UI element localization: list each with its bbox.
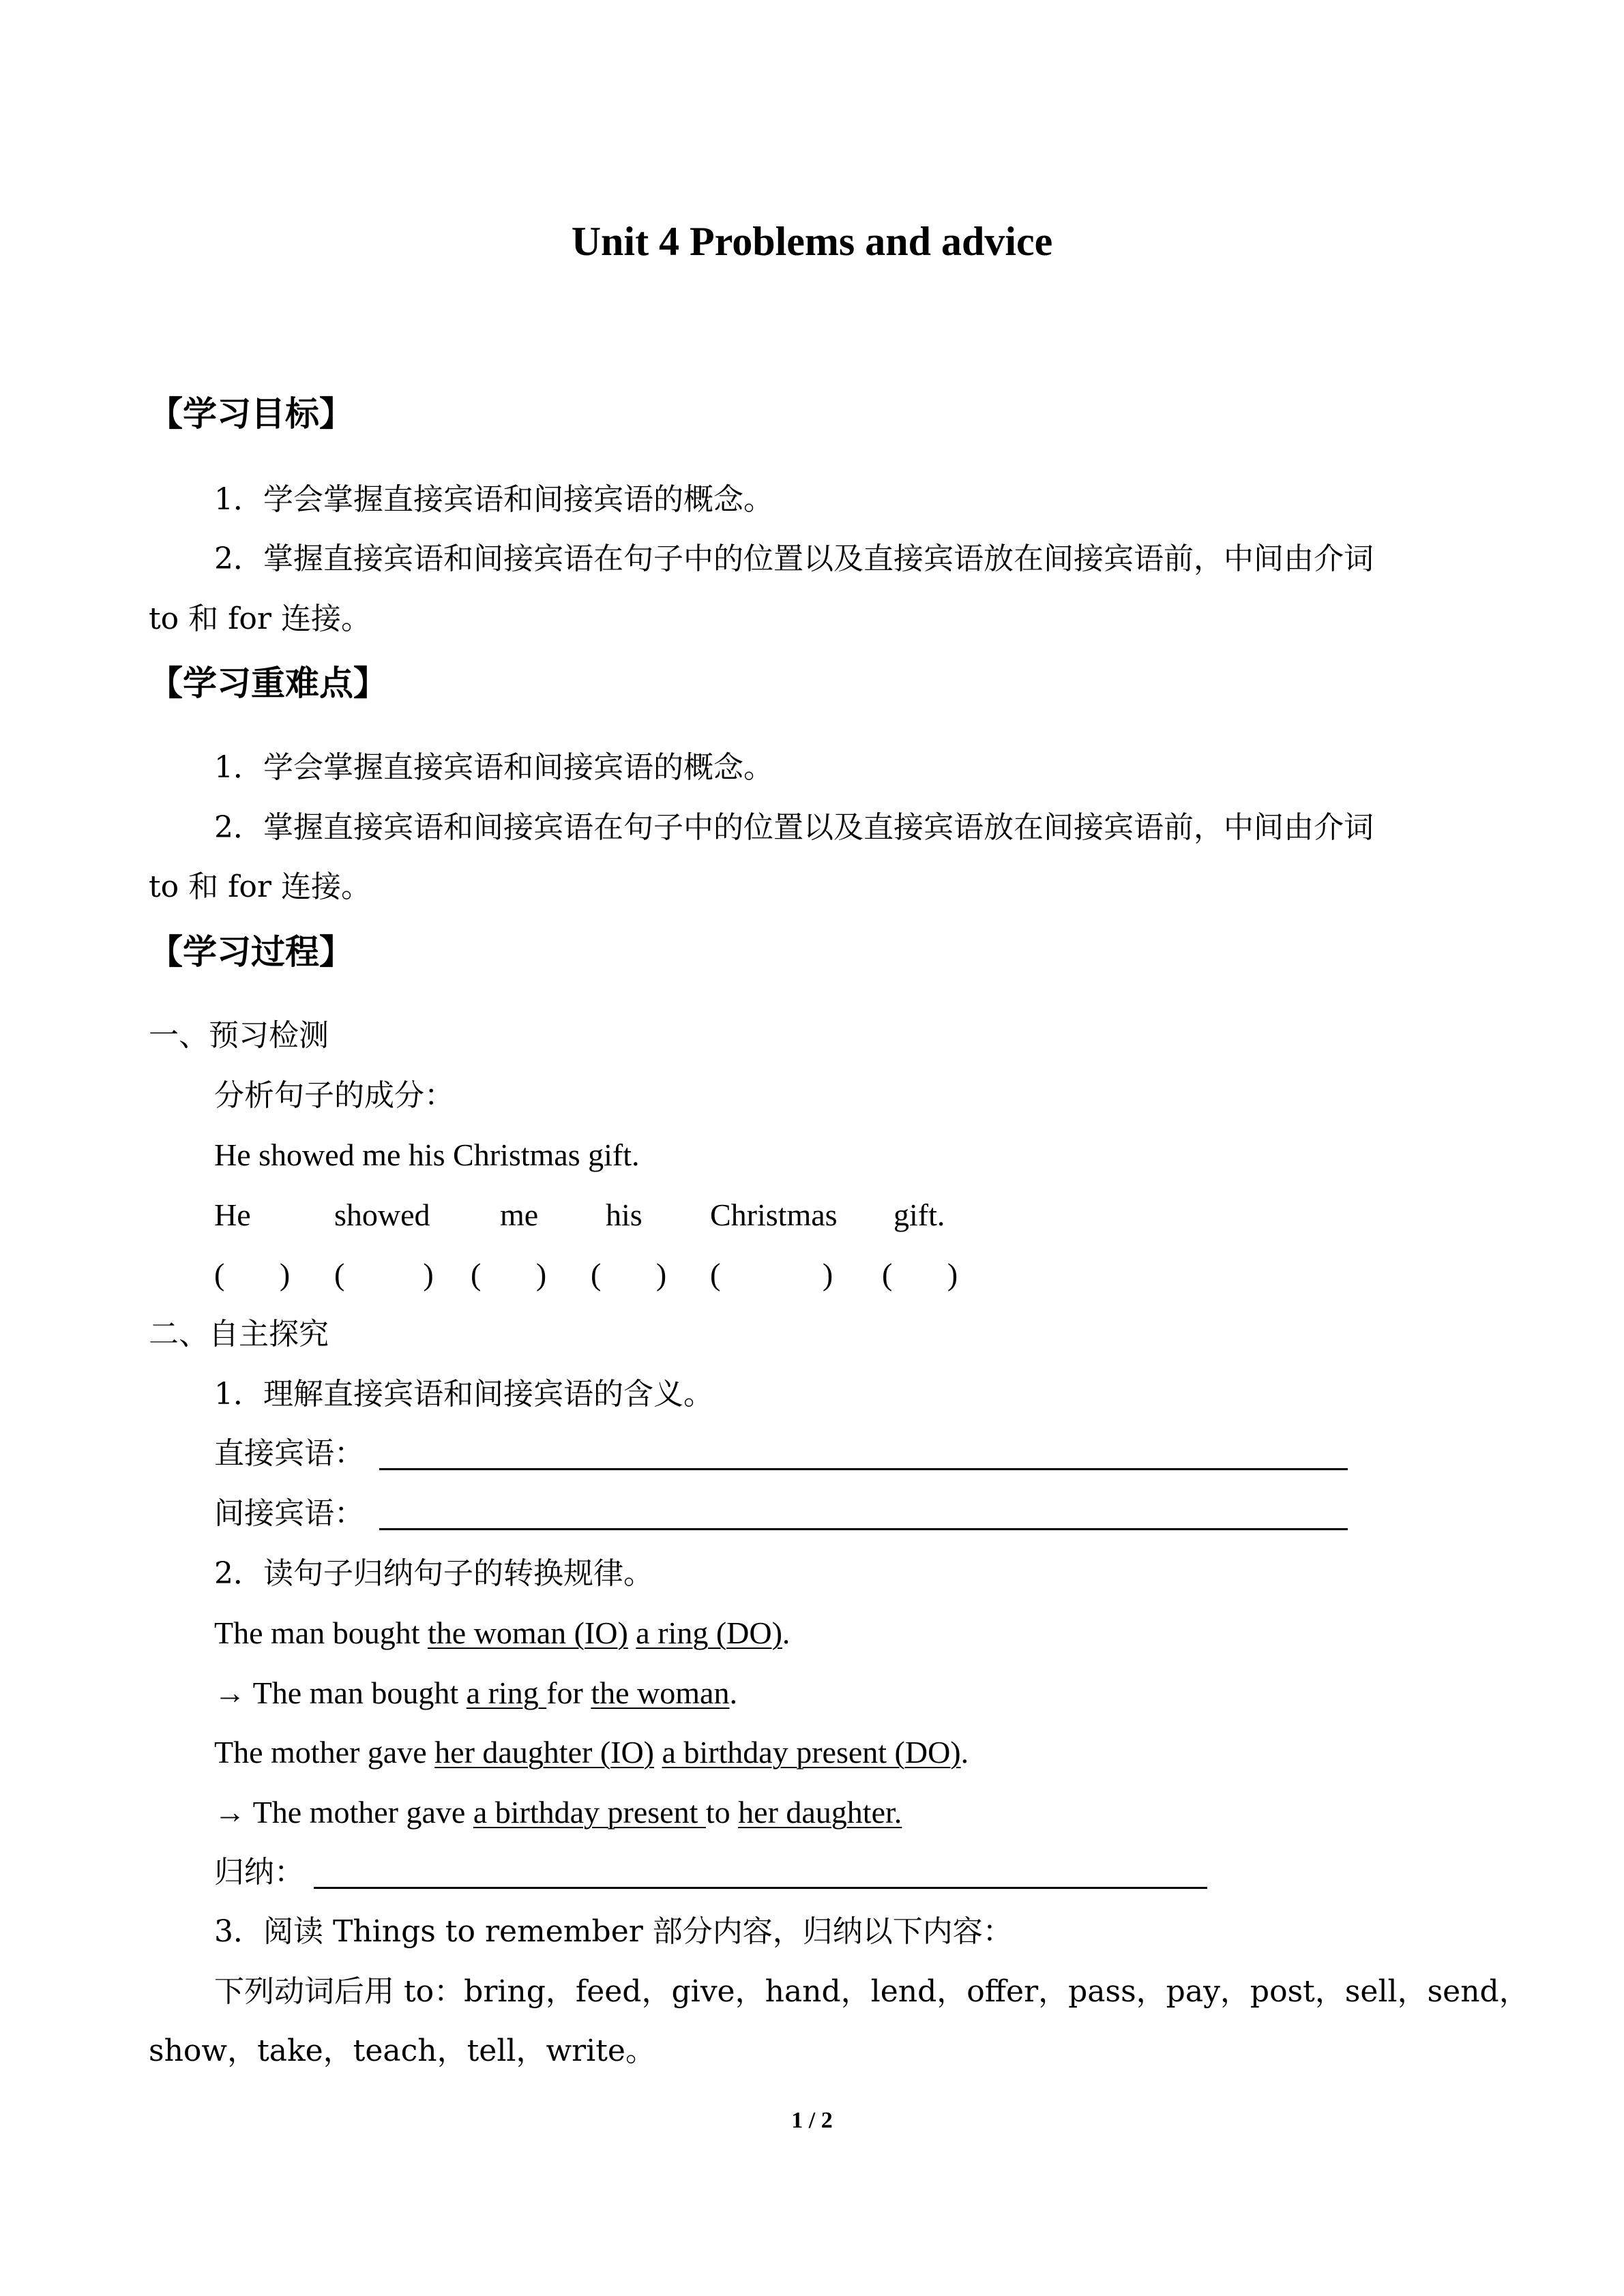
example-1-conv-target: the woman (591, 1675, 730, 1710)
direct-object-answer-line[interactable] (379, 1468, 1348, 1470)
page-title: Unit 4 Problems and advice (571, 219, 1053, 264)
example-1-conv-object: a ring (466, 1675, 547, 1710)
goals-item-2-line2: to 和 for 连接。 (149, 601, 371, 636)
example-1-conv-prep: for (546, 1675, 591, 1710)
word-he: He (214, 1197, 251, 1232)
example-2-do: a birthday present (DO) (662, 1735, 961, 1770)
example-2-prefix: The mother gave (214, 1735, 435, 1770)
word-christmas: Christmas (710, 1197, 838, 1232)
page-number: 1 / 2 (791, 2108, 833, 2133)
example-1-conv-end: . (729, 1675, 737, 1710)
verbs-line-2: show，take，teach，tell，write。 (149, 2033, 655, 2068)
part1-instruction: 分析句子的成分： (214, 1078, 454, 1113)
example-1-conversion (214, 1674, 737, 1712)
example-1-do: a ring (DO) (636, 1615, 782, 1650)
indirect-object-answer-line[interactable] (379, 1528, 1348, 1530)
part2-title: 二、自主探究 (149, 1317, 329, 1352)
indirect-object-label: 间接宾语： (214, 1496, 364, 1531)
key-points-item-2-line2: to 和 for 连接。 (149, 869, 371, 904)
blank-bracket[interactable]: ( ) (591, 1257, 667, 1292)
blank-bracket[interactable]: ( ) (882, 1257, 958, 1292)
example-1-prefix: The man bought (214, 1615, 428, 1650)
example-1-end: . (782, 1615, 791, 1650)
example-1-io: the woman (IO) (428, 1615, 628, 1650)
example-2-conv-prep: to (705, 1795, 739, 1830)
example-2-io: her daughter (IO) (434, 1735, 654, 1770)
example-1-conv-arrow: → The man bought (214, 1675, 467, 1710)
blank-bracket[interactable]: ( ) (471, 1257, 547, 1292)
example-2-end: . (960, 1735, 969, 1770)
part2-q2: 2．读句子归纳句子的转换规律。 (214, 1556, 653, 1591)
word-showed: showed (334, 1197, 430, 1232)
example-2-conv-target: her daughter. (738, 1795, 902, 1830)
part2-q1: 1．理解直接宾语和间接宾语的含义。 (214, 1377, 713, 1412)
blank-bracket[interactable]: ( ) (334, 1257, 434, 1292)
example-2-conversion (214, 1793, 902, 1832)
word-me: me (500, 1197, 539, 1232)
blank-bracket[interactable]: ( ) (710, 1257, 833, 1292)
part2-q3: 3．阅读 Things to remember 部分内容，归纳以下内容： (214, 1914, 1013, 1949)
direct-object-label: 直接宾语： (214, 1436, 364, 1471)
section-heading-process: 【学习过程】 (149, 932, 353, 972)
section-heading-key-points: 【学习重难点】 (149, 664, 387, 703)
goals-item-1: 1．学会掌握直接宾语和间接宾语的概念。 (214, 482, 773, 517)
verbs-line-1: 下列动词后用 to：bring，feed，give，hand，lend，offer，pass，pay，post，sell，send， (214, 1974, 1529, 2009)
section-heading-goals: 【学习目标】 (149, 394, 353, 434)
word-gift: gift. (894, 1197, 945, 1232)
example-2 (214, 1733, 969, 1772)
example-1 (214, 1614, 790, 1652)
key-points-item-2-line1: 2．掌握直接宾语和间接宾语在句子中的位置以及直接宾语放在间接宾语前，中间由介词 (214, 810, 1374, 845)
blank-bracket[interactable]: ( ) (214, 1257, 291, 1292)
goals-item-2-line1: 2．掌握直接宾语和间接宾语在句子中的位置以及直接宾语放在间接宾语前，中间由介词 (214, 541, 1374, 576)
example-sentence: He showed me his Christmas gift. (214, 1137, 640, 1172)
part1-title: 一、预习检测 (149, 1018, 329, 1053)
word-his: his (606, 1197, 643, 1232)
summary-answer-line[interactable] (314, 1887, 1207, 1889)
summary-label: 归纳： (214, 1855, 304, 1890)
key-points-item-1: 1．学会掌握直接宾语和间接宾语的概念。 (214, 750, 773, 785)
example-2-conv-object: a birthday present (473, 1795, 706, 1830)
example-2-conv-arrow: → The mother gave (214, 1795, 473, 1830)
